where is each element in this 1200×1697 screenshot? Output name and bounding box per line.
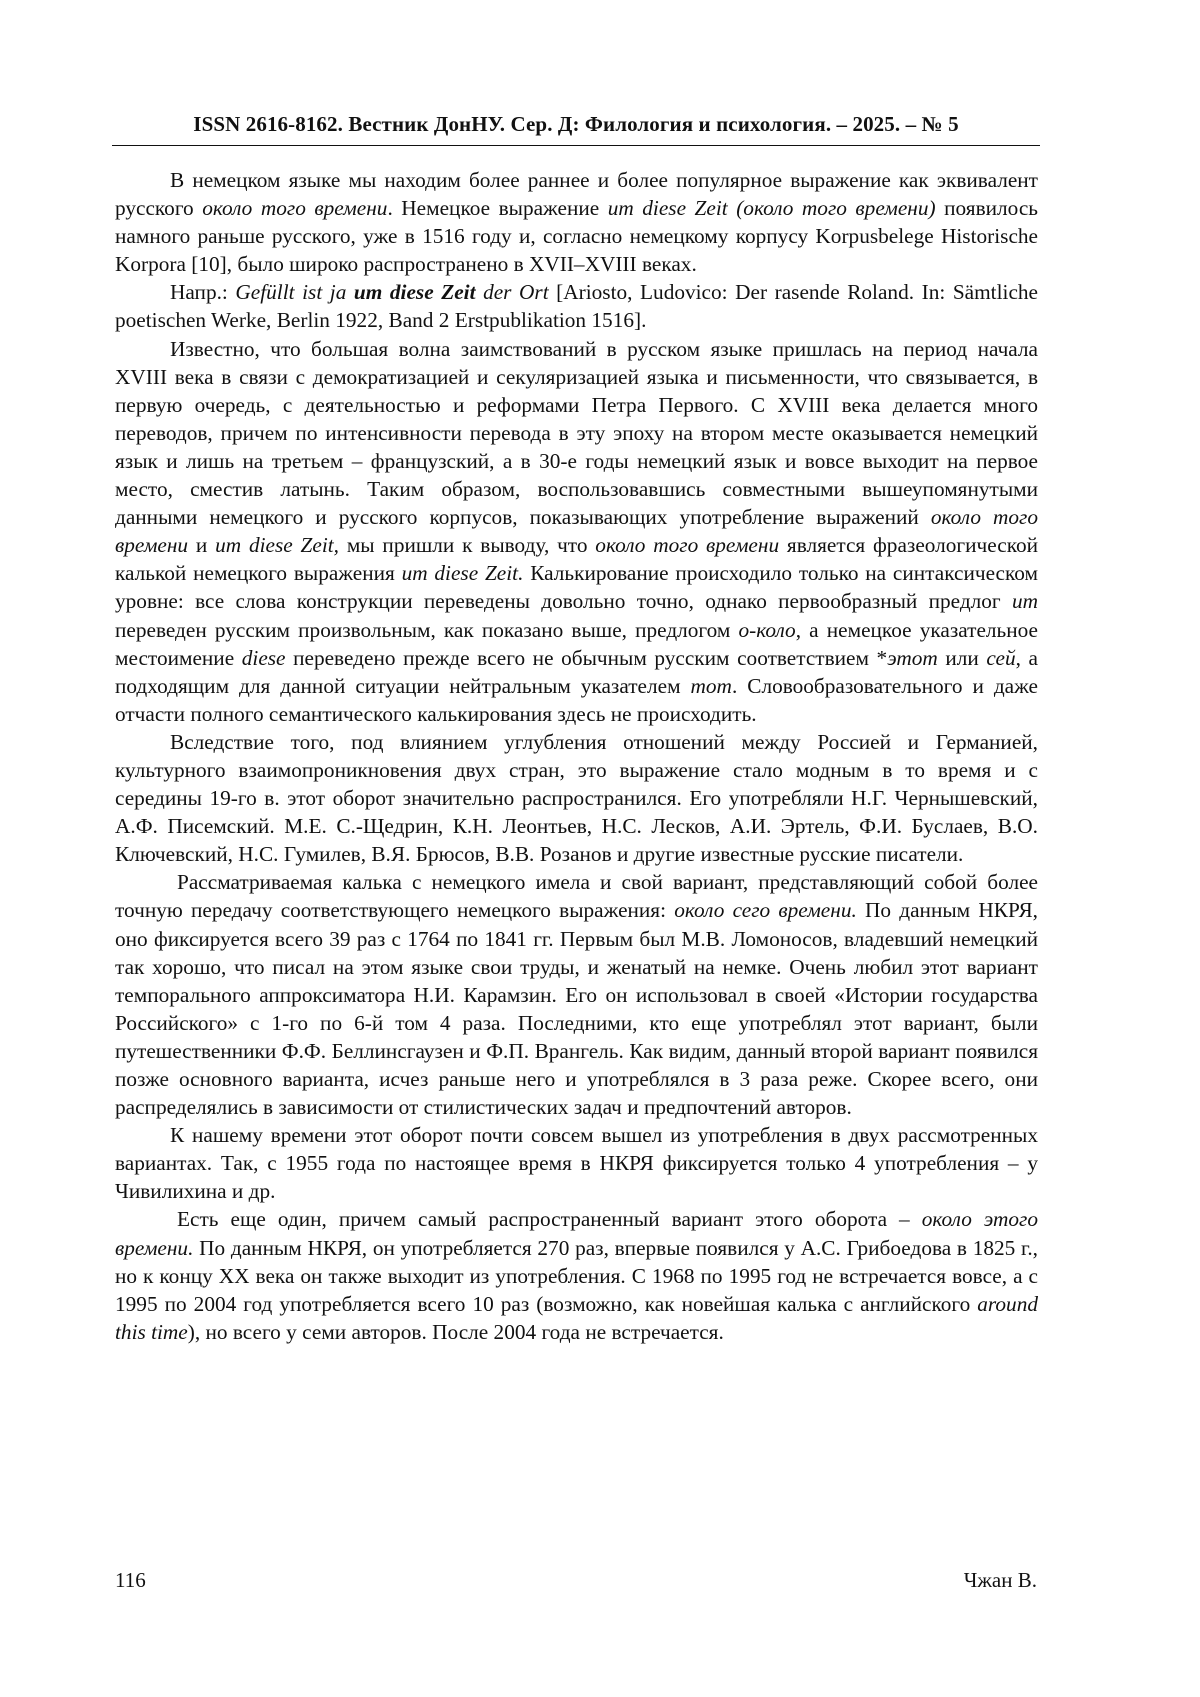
text-run: По данным НКРЯ, оно фиксируется всего 39 раз с 1764 по 1841 гг. Первым был М.В. Ломоносов, владевший немецкий так хорошо, что писал на этом языке свои труды, и женатый на немке. Очень любил этот вариант темпорального аппроксиматора Н.И. Карамзин. Его он использовал в своей «Истории государства Российского» с 1-го по 6-й том 4 раза. Последними, кто еще употреблял этот вариант, были путешественники Ф.Ф. Беллинсгаузен и Ф.П. Врангель. Как видим, данный второй вариант появился позже основного варианта, исчез раньше него и употреблялся в 3 раза реже. Скорее всего, они распределялись в зависимости от стилистических задач и предпочтений авторов. [115,898,1038,1120]
bold-italic-run: um diese Zeit [353,280,476,305]
text-run: Есть еще один, причем самый распространенный вариант этого оборота – [177,1207,922,1232]
italic-run: этот [887,645,938,670]
text-run: В немецком языке мы находим более раннее и более популярное выражение как эквивалент русского [115,168,1038,221]
text-run: [Ariosto, Ludovico: Der rasende Roland. In: Sämtliche poetischen Werke, Berlin 1922, Band 2 Erstpublikation 1516]. [115,280,1038,333]
text-run: По данным НКРЯ, он употребляется 270 раз, впервые появился у А.С. Грибоедова в 1825 г., но к концу XX века он также выходит из употребления. С 1968 по 1995 год не встречается вовсе, а с 1995 по 2004 год употребляется всего 10 раз (возможно, как новейшая калька с английского [115,1235,1038,1316]
italic-run: о-коло [738,617,796,642]
author-name: Чжан В. [963,1568,1037,1592]
running-header: ISSN 2616-8162. Вестник ДонНУ. Сер. Д: Филология и психология. – 2025. – № 5 [193,112,959,136]
italic-run: около того времени [595,533,780,558]
italic-run: Gefüllt ist ja [235,280,354,305]
paragraph-1 [115,166,1038,278]
text-run: появилось намного раньше русского, уже в 1516 году и, согласно немецкому корпусу Korpusbelege Historische Korpora [10], было широко распространено в XVII–XVIII веках. [115,196,1038,277]
text-run: ), но всего у семи авторов. После 2004 года не встречается. [187,1319,724,1344]
text-run: Известно, что большая волна заимствований в русском языке пришлась на период начала XVIII века в связи с демократизацией и секуляризацией языка и письменности, что связывается, в первую очередь, с деятельностью и реформами Петра Первого. С XVIII века делается много переводов, причем по интенсивности перевода в эту эпоху на втором месте оказывается немецкий язык и лишь на третьем – французский, а в 30-е годы немецкий язык и вовсе выходит на первое место, сместив латынь. Таким образом, воспользовавшись совместными вышеупомянутыми данными немецкого и русского корпусов, показывающих употребление выражений [115,336,1038,530]
text-run: Калькирование происходило только на синтаксическом уровне: все слова конструкции переведены довольно точно, однако первообразный предлог [115,561,1038,614]
text-run: или [937,645,987,670]
header-rule [112,145,1040,146]
paragraph-6 [115,1121,1038,1205]
text-run: . Словообразовательного и даже отчасти полного семантического калькирования здесь не происходить. [115,673,1038,726]
text-run: Напр.: [170,280,236,305]
paragraph-5 [115,868,1038,1121]
text-run: , а немецкое указательное местоимение [115,617,1038,670]
text-run: является фразеологической калькой немецкого выражения [115,533,1039,586]
paragraph-4 [115,728,1038,868]
text-run: переведен русским произвольным, как показано выше, предлогом [115,617,739,642]
text-run: К нашему времени этот оборот почти совсем вышел из употребления в двух рассмотренных вариантах. Так, с 1955 года по настоящее время в НКРЯ фиксируется только 4 употребления – у Чивилихина и др. [115,1123,1038,1204]
text-run: переведено прежде всего не обычным русским соответствием * [285,645,888,670]
italic-run: diese [241,645,286,670]
text-run: мы пришли к выводу, что [339,533,596,558]
text-run: Вследствие того, под влиянием углубления отношений между Россией и Германией, культурного взаимопроникновения двух стран, это выражение стало модным в то время и с середины 19-го в. этот оборот значительно распространился. Его употребляли Н.Г. Чернышевский, А.Ф. Писемский. М.Е. С.-Щедрин, К.Н. Леонтьев, Н.С. Лесков, А.И. Эртель, Ф.И. Буслаев, В.О. Ключевский, Н.С. Гумилев, В.Я. Брюсов, В.В. Розанов и другие известные русские писатели. [115,729,1038,867]
italic-run: около того времени [202,196,388,221]
text-run: и [188,533,216,558]
italic-run: около этого времени. [115,1207,1038,1260]
text-run: Рассматриваемая калька с немецкого имела и свой вариант, представляющий собой более точную передачу соответствующего немецкого выражения: [115,870,1038,923]
italic-run: der Ort [475,280,549,305]
italic-run: um [1011,589,1038,614]
italic-run: um diese Zeit. [401,561,524,586]
italic-run: um diese Zeit (около того времени) [607,196,936,221]
paragraph-2 [115,278,1038,334]
paragraph-3 [115,335,1038,728]
page-number: 116 [115,1568,146,1592]
italic-run: um diese Zeit, [215,533,340,558]
article-body [115,166,1038,1346]
italic-run: около сего времени. [674,898,857,923]
italic-run: тот [690,673,732,698]
italic-run: around this time [115,1291,1038,1344]
italic-run: около того времени [115,505,1039,558]
paragraph-7 [115,1205,1038,1345]
text-run: , а подходящим для данной ситуации нейтральным указателем [115,645,1038,698]
italic-run: сей [986,645,1016,670]
text-run: . Немецкое выражение [387,196,608,221]
